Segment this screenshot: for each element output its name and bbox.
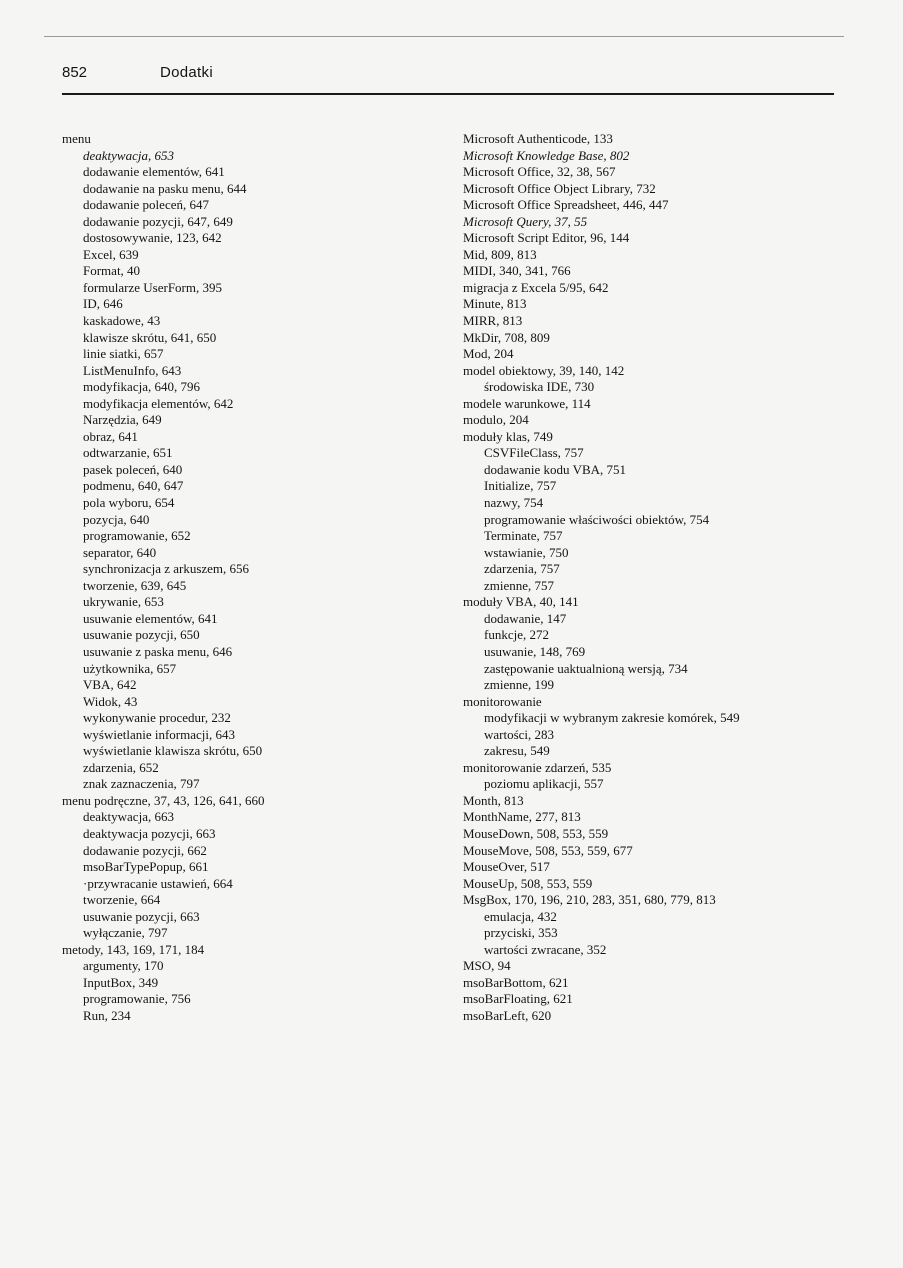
index-subentry: separator, 640: [83, 544, 157, 560]
index-subentry: dodawanie pozycji, 647, 649: [83, 213, 233, 229]
index-subentry: ListMenuInfo, 643: [83, 362, 182, 378]
index-subentry: dodawanie na pasku menu, 644: [83, 180, 247, 196]
index-entry: Microsoft Office Spreadsheet, 446, 447: [463, 197, 669, 213]
index-entry: monitorowanie: [463, 693, 542, 709]
index-subentry: tworzenie, 664: [83, 892, 161, 908]
index-subentry: ID, 646: [83, 296, 123, 312]
index-subentry: Terminate, 757: [484, 528, 563, 544]
index-subentry: dostosowywanie, 123, 642: [83, 230, 222, 246]
index-entry: migracja z Excela 5/95, 642: [463, 279, 609, 295]
index-subentry: pola wyboru, 654: [83, 495, 175, 511]
index-subentry: dodawanie kodu VBA, 751: [484, 461, 627, 477]
index-subentry: Format, 40: [83, 263, 141, 279]
index-entry: MsgBox, 170, 196, 210, 283, 351, 680, 779, 813: [463, 892, 716, 908]
index-entry: metody, 143, 169, 171, 184: [62, 941, 205, 957]
index-subentry: formularze UserForm, 395: [83, 279, 222, 295]
index-entry: MouseOver, 517: [463, 859, 550, 875]
index-subentry: użytkownika, 657: [83, 660, 177, 676]
index-subentry: CSVFileClass, 757: [484, 445, 584, 461]
index-entry: Microsoft Office Object Library, 732: [463, 180, 656, 196]
index-subentry: tworzenie, 639, 645: [83, 577, 187, 593]
index-subentry: argumenty, 170: [83, 958, 164, 974]
index-entry: MonthName, 277, 813: [463, 809, 581, 825]
index-subentry: Widok, 43: [83, 693, 138, 709]
index-entry: Microsoft Script Editor, 96, 144: [463, 230, 630, 246]
index-entry: Mid, 809, 813: [463, 246, 537, 262]
index-subentry: wartości, 283: [484, 726, 555, 742]
index-entry: msoBarFloating, 621: [463, 991, 573, 1007]
index-subentry: przyciski, 353: [484, 925, 558, 941]
index-subentry: pasek poleceń, 640: [83, 461, 183, 477]
index-subentry: wykonywanie procedur, 232: [83, 710, 231, 726]
index-subentry: deaktywacja, 653: [83, 147, 174, 163]
index-entry: MouseUp, 508, 553, 559: [463, 875, 593, 891]
index-subentry: poziomu aplikacji, 557: [484, 776, 604, 792]
index-entry: menu: [62, 131, 91, 146]
index-entry: MouseMove, 508, 553, 559, 677: [463, 842, 633, 858]
top-edge-rule: [44, 36, 844, 37]
index-entry: moduły VBA, 40, 141: [463, 594, 579, 610]
index-subentry: odtwarzanie, 651: [83, 445, 173, 461]
index-subentry: Initialize, 757: [484, 478, 557, 494]
index-entry: Month, 813: [463, 792, 524, 808]
index-subentry: zastępowanie uaktualnioną wersją, 734: [484, 660, 688, 676]
page-header: [62, 64, 834, 90]
index-entry: MouseDown, 508, 553, 559: [463, 825, 609, 841]
index-subentry: pozycja, 640: [83, 511, 150, 527]
index-subentry: usuwanie pozycji, 663: [83, 908, 200, 924]
index-entry: model obiektowy, 39, 140, 142: [463, 362, 625, 378]
index-subentry: znak zaznaczenia, 797: [83, 776, 200, 792]
index-subentry: zmienne, 199: [484, 677, 555, 693]
index-subentry: wyświetlanie klawisza skrótu, 650: [83, 743, 263, 759]
index-entry: Microsoft Office, 32, 38, 567: [463, 164, 616, 180]
index-subentry: deaktywacja pozycji, 663: [83, 825, 216, 841]
index-subentry: programowanie właściwości obiektów, 754: [484, 511, 710, 527]
index-subentry: dodawanie poleceń, 647: [83, 197, 209, 213]
page-number: 852: [62, 64, 88, 81]
index-subentry: usuwanie z paska menu, 646: [83, 643, 233, 659]
index-entry: Microsoft Authenticode, 133: [463, 131, 613, 146]
index-subentry: Excel, 639: [83, 246, 139, 262]
index-subentry: synchronizacja z arkuszem, 656: [83, 561, 250, 577]
index-subentry: dodawanie pozycji, 662: [83, 842, 207, 858]
index-entry: Mod, 204: [463, 346, 514, 362]
index-subentry: podmenu, 640, 647: [83, 478, 184, 494]
index-subentry: zmienne, 757: [484, 577, 555, 593]
index-entry: menu podręczne, 37, 43, 126, 641, 660: [62, 792, 265, 808]
index-subentry: usuwanie pozycji, 650: [83, 627, 200, 643]
section-title: Dodatki: [160, 64, 213, 81]
index-subentry: wyłączanie, 797: [83, 925, 168, 941]
index-subentry: programowanie, 652: [83, 528, 191, 544]
index-subentry: emulacja, 432: [484, 908, 557, 924]
index-entry: MIDI, 340, 341, 766: [463, 263, 571, 279]
index-subentry: modyfikacja, 640, 796: [83, 379, 200, 395]
index-entry: msoBarLeft, 620: [463, 1007, 552, 1023]
index-subentry: zdarzenia, 757: [484, 561, 560, 577]
index-subentry: zakresu, 549: [484, 743, 550, 759]
index-subentry: modyfikacji w wybranym zakresie komórek, 549: [484, 710, 740, 726]
index-entry: Minute, 813: [463, 296, 527, 312]
index-entry: MkDir, 708, 809: [463, 329, 550, 345]
index-subentry: środowiska IDE, 730: [484, 379, 595, 395]
index-entry: modele warunkowe, 114: [463, 395, 591, 411]
index-entry: modulo, 204: [463, 412, 529, 428]
index-entry: Microsoft Knowledge Base, 802: [463, 147, 630, 163]
index-subentry: linie siatki, 657: [83, 346, 164, 362]
index-subentry: InputBox, 349: [83, 974, 159, 990]
index-subentry: dodawanie elementów, 641: [83, 164, 225, 180]
index-entry: Microsoft Query, 37, 55: [463, 213, 588, 229]
index-subentry: wstawianie, 750: [484, 544, 569, 560]
index-subentry: ·przywracanie ustawień, 664: [83, 875, 233, 891]
index-subentry: klawisze skrótu, 641, 650: [83, 329, 217, 345]
index-subentry: funkcje, 272: [484, 627, 549, 643]
index-subentry: modyfikacja elementów, 642: [83, 395, 234, 411]
index-entry: monitorowanie zdarzeń, 535: [463, 759, 612, 775]
index-subentry: deaktywacja, 663: [83, 809, 174, 825]
index-column-right: [463, 131, 883, 1025]
index-subentry: msoBarTypePopup, 661: [83, 859, 209, 875]
index-subentry: usuwanie, 148, 769: [484, 643, 586, 659]
index-subentry: usuwanie elementów, 641: [83, 610, 218, 626]
index-subentry: obraz, 641: [83, 428, 138, 444]
index-entry: MIRR, 813: [463, 313, 523, 329]
index-subentry: Narzędzia, 649: [83, 412, 162, 428]
index-subentry: wyświetlanie informacji, 643: [83, 726, 235, 742]
index-subentry: VBA, 642: [83, 677, 137, 693]
index-subentry: wartości zwracane, 352: [484, 941, 607, 957]
index-subentry: programowanie, 756: [83, 991, 191, 1007]
header-rule: [62, 93, 834, 95]
index-subentry: dodawanie, 147: [484, 610, 567, 626]
index-column-left: [62, 131, 442, 1025]
index-subentry: ukrywanie, 653: [83, 594, 164, 610]
index-subentry: nazwy, 754: [484, 495, 544, 511]
index-entry: msoBarBottom, 621: [463, 974, 569, 990]
index-subentry: Run, 234: [83, 1007, 131, 1023]
index-entry: MSO, 94: [463, 958, 511, 974]
index-subentry: zdarzenia, 652: [83, 759, 159, 775]
index-entry: moduły klas, 749: [463, 428, 553, 444]
index-subentry: kaskadowe, 43: [83, 313, 161, 329]
